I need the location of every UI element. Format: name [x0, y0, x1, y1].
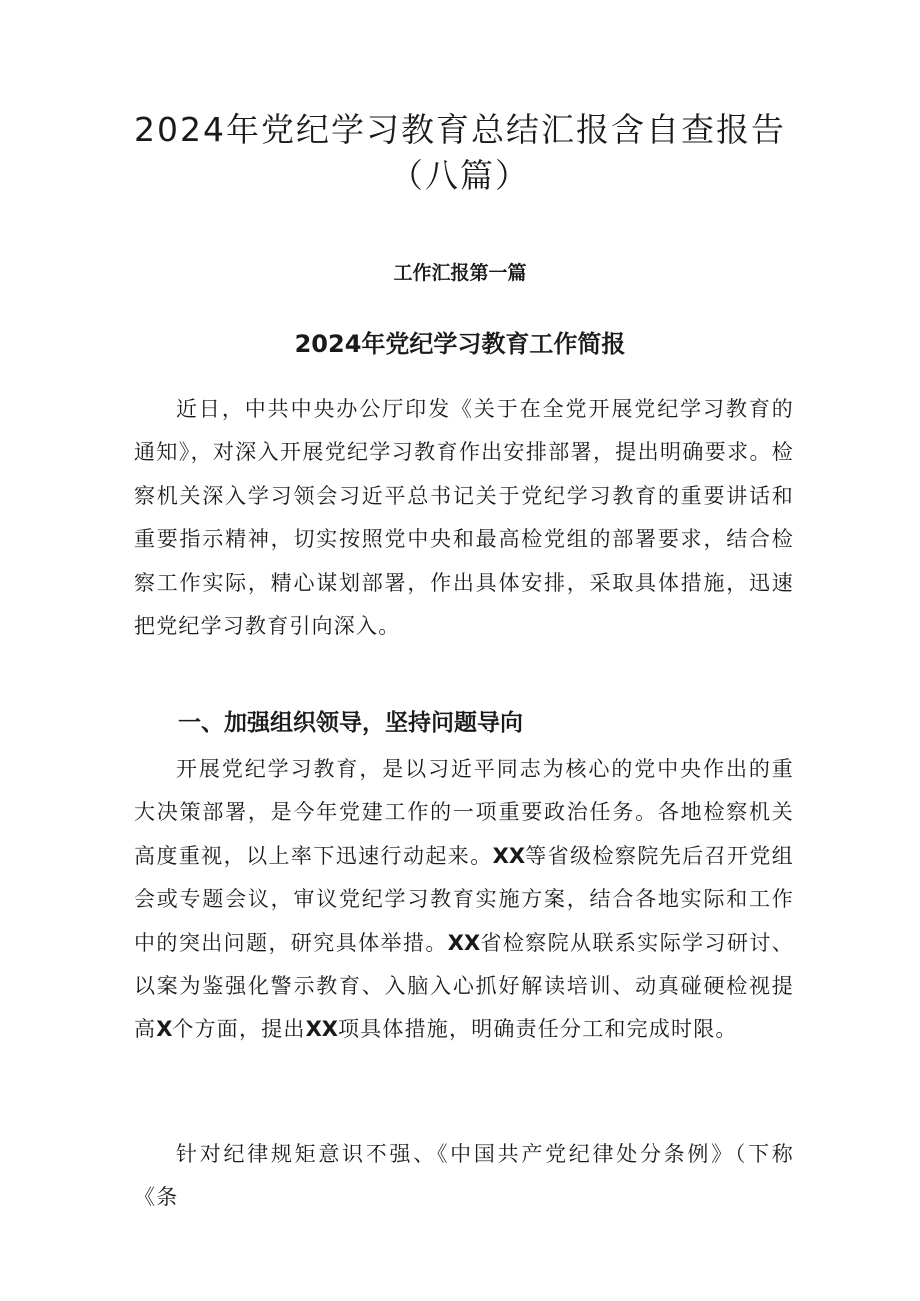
paragraph-intro: 近日，中共中央办公厅印发《关于在全党开展党纪学习教育的通知》，对深入开展党纪学习教育作出安排部署，提出明确要求。检察机关深入学习领会习近平总书记关于党纪学习教育的重要讲话和重要指示精神，切实按照党中央和最高检党组的部署要求，结合检察工作实际，精心谋划部署，作出具体安排，采取具体措施，迅速把党纪学习教育引向深入。	[134, 397, 794, 639]
placeholder-x: X	[156, 1017, 173, 1042]
sub-title: 2024年党纪学习教育工作简报	[294, 330, 626, 358]
paragraph-text-segment: 项具体措施，明确责任分工和完成时限。	[338, 1017, 738, 1042]
placeholder-xx: XX	[447, 930, 481, 955]
placeholder-xx: XX	[492, 843, 526, 868]
paragraph-text-segment: 开展党纪学习教育，是以习近平同志为核心的党中央作出的重大决策部署，是今年党建工作的一项重要政治任务。各地检察机关高度重视，以上率下迅速行动起来。	[134, 757, 794, 868]
paragraph-organization	[134, 748, 794, 1052]
paragraph-text-segment: 等省级检察院先后召开党组会或专题会议，审议党纪学习教育实施方案，结合各地实际和工作中的突出问题，研究具体举措。	[134, 843, 795, 955]
section-label: 工作汇报第一篇	[393, 262, 527, 284]
document-title-line-1: 2024年党纪学习教育总结汇报含自查报告	[134, 110, 786, 149]
placeholder-xx: XX	[305, 1017, 338, 1042]
paragraph-text-segment: 个方面，提出	[172, 1017, 306, 1042]
section-heading-1: 一、加强组织领导，坚持问题导向	[178, 710, 523, 736]
paragraph-text-segment: 省检察院从联系实际学习研讨、以案为鉴强化警示教育、入脑入心抓好解读培训、动真碰硬检视提高	[134, 930, 794, 1042]
document-title-line-2: （八篇）	[390, 156, 530, 195]
paragraph-discipline: 针对纪律规矩意识不强、《中国共产党纪律处分条例》（下称《条	[134, 1142, 794, 1210]
